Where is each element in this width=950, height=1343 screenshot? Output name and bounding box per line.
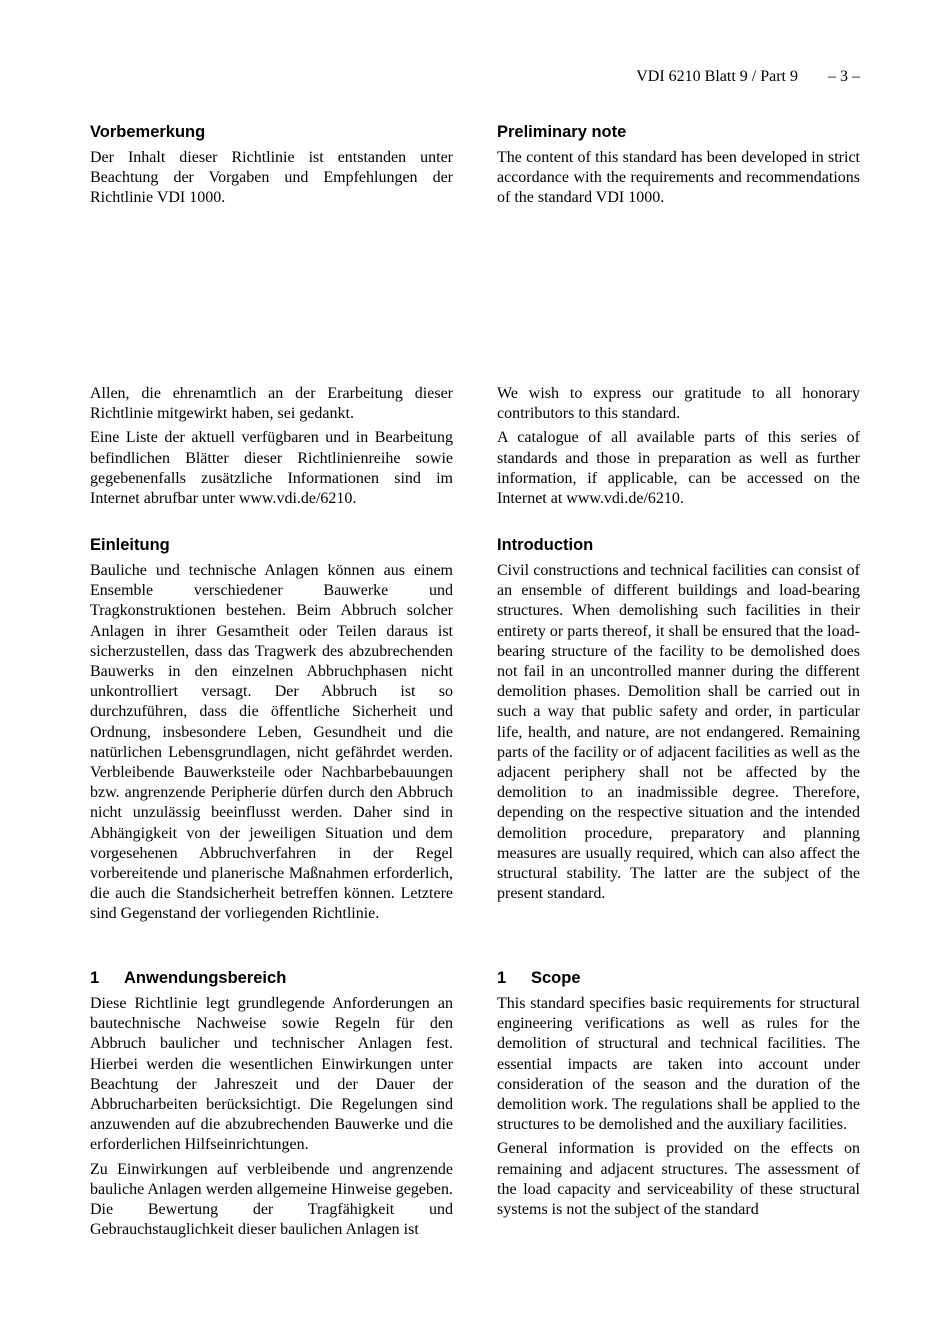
document-id: VDI 6210 Blatt 9 / Part 9 — [636, 68, 798, 85]
german-prelim-section — [90, 122, 453, 213]
english-intro-text: Civil constructions and technical facilities can consist of an ensemble of different buildings and load-bearing structures. When demolishing such facilities in their entirety or parts thereof, it shall be ensured that the load-bearing structure of the facility to be demolished does not fail in an uncontrolled manner during the different demolition phases. Demolition shall be carried out in such a way that public safety and order, in particular life, health, and nature, are not endangered. Remaining parts of the facility or of adjacent facilities as well as the adjacent periphery shall not be affected by the demolition to an inadmissible degree. Therefore, depending on the respective situation and the intended demolition procedure, preparatory and planning measures are usually required, which can also affect the structural stability. The latter are the subject of the present standard. — [497, 562, 860, 903]
german-scope-text-2: Zu Einwirkungen auf verbleibende und angrenzende bauliche Anlagen werden allgemeine Hinweise gegeben. Die Bewertung der Tragfähigkeit und Gebrauchstauglichkeit dieser baulichen Anlagen ist — [90, 1160, 453, 1239]
english-intro-section — [497, 535, 860, 908]
german-prelim-text: Der Inhalt dieser Richtlinie ist entstanden unter Beachtung der Vorgaben und Empfehlungen der Richtlinie VDI 1000. — [90, 149, 453, 207]
german-intro-text: Bauliche und technische Anlagen können aus einem Ensemble verschiedener Bauwerke und Tragkonstruktionen bestehen. Beim Abbruch solcher Anlagen in ihrer Gesamtheit oder Teilen daraus ist sicherzustellen, dass das Tragwerk des abzubrechenden Bauwerks in den einzelnen Abbruchphasen nicht unkontrolliert versagt. Der Abbruch ist so durchzuführen, dass die öffentliche Sicherheit und Ordnung, insbesondere Leben, Gesundheit und die natürlichen Lebensgrundlagen, nicht gefährdet werden. Verbleibende Bauwerksteile oder Nachbarbebauungen bzw. angrenzende Peripherie dürfen durch den Abbruch nicht unzulässig beeinflusst werden. Daher sind in Abhängigkeit von der jeweiligen Situation und dem vorgesehenen Abbruchverfahren in der Regel vorbereitende und planerische Maßnahmen erforderlich, die auch die Standsicherheit betreffen können. Letztere sind Gegenstand der vorliegenden Richtlinie. — [90, 562, 453, 923]
english-scope-text-2: General information is provided on the effects on remaining and adjacent structures. The assessment of the load capacity and serviceability of these structural systems is not the subject of the standard — [497, 1140, 860, 1219]
german-prelim-heading: Vorbemerkung — [90, 123, 206, 141]
german-acknowledgement-section — [90, 384, 453, 513]
english-acknowledgement-section — [497, 384, 860, 513]
english-prelim-section — [497, 122, 860, 213]
english-thanks-text: We wish to express our gratitude to all honorary contributors to this standard. — [497, 385, 860, 423]
german-list-text: Eine Liste der aktuell verfügbaren und in Bearbeitung befindlichen Blätter dieser Richtlinienreihe sowie gegebenenfalls zusätzliche Informationen sind im Internet abrufbar unter www.vdi.de/6210. — [90, 429, 453, 508]
german-intro-heading: Einleitung — [90, 536, 170, 554]
german-scope-section — [90, 968, 453, 1244]
english-scope-text-1: This standard specifies basic requirements for structural engineering verifications as well as rules for the demolition of structural and technical facilities. The essential impacts are taken into account under consideration of the season and the duration of the demolition work. The regulations shall be applied to the structures to be demolished and the auxiliary facilities. — [497, 995, 860, 1134]
german-scope-title: Anwendungsbereich — [124, 969, 287, 987]
german-scope-number: 1 — [90, 969, 100, 987]
english-prelim-heading: Preliminary note — [497, 123, 627, 141]
english-scope-number: 1 — [497, 969, 507, 987]
page-number: – 3 – — [828, 68, 860, 85]
english-intro-heading: Introduction — [497, 536, 594, 554]
german-thanks-text: Allen, die ehrenamtlich an der Erarbeitung dieser Richtlinie mitgewirkt haben, sei gedankt. — [90, 385, 453, 423]
english-scope-title: Scope — [531, 969, 581, 987]
english-scope-heading — [497, 968, 860, 988]
page-header — [90, 68, 860, 86]
german-intro-section — [90, 535, 453, 929]
english-list-text: A catalogue of all available parts of this series of standards and those in preparation as well as further information, if applicable, can be accessed on the Internet at www.vdi.de/6210. — [497, 429, 860, 508]
english-scope-section — [497, 968, 860, 1224]
english-prelim-text: The content of this standard has been developed in strict accordance with the requirements and recommendations of the standard VDI 1000. — [497, 149, 860, 207]
german-scope-text-1: Diese Richtlinie legt grundlegende Anforderungen an bautechnische Nachweise sowie Regeln für den Abbruch baulicher und technischer Anlagen fest. Hierbei werden die wesentlichen Einwirkungen unter Beachtung der Jahreszeit und der Dauer der Abbrucharbeiten berücksichtigt. Die Regelungen sind anzuwenden auf die abzubrechenden Bauwerke und die erforderlichen Hilfseinrichtungen. — [90, 995, 453, 1154]
german-scope-heading — [90, 968, 453, 988]
